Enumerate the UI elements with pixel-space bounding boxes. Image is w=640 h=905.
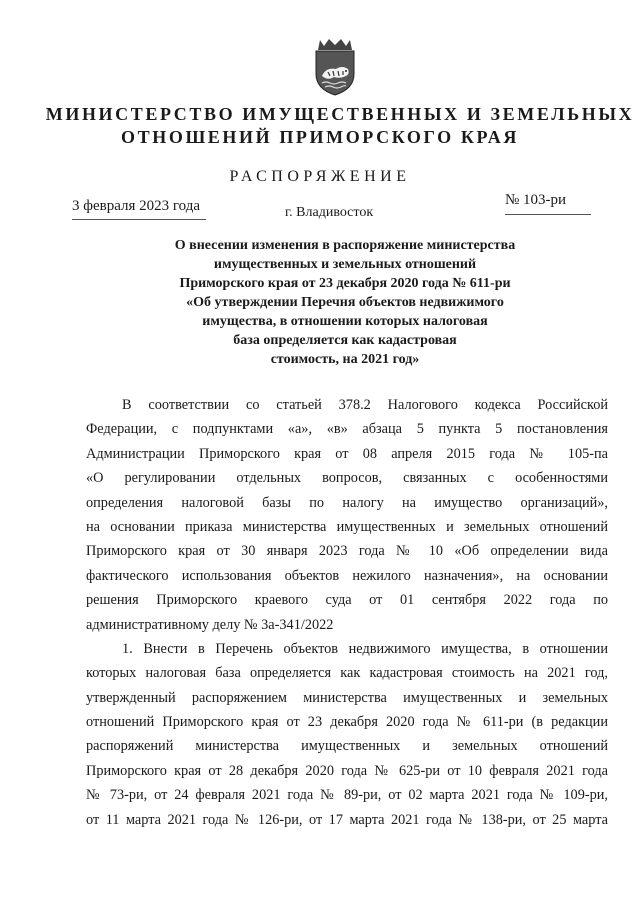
ministry-name-line-1: МИНИСТЕРСТВО ИМУЩЕСТВЕННЫХ И ЗЕМЕЛЬНЫХ [45,104,635,124]
title-line: имущества, в отношении которых налоговая [202,314,488,329]
body-line: Приморского края от 30 января 2023 года № 10 «Об определении вида [86,543,608,560]
document-type: РАСПОРЯЖЕНИЕ [229,168,411,185]
body-line: утвержденный распоряжением министерства имущественных и земельных [86,689,608,706]
body-line: 1. Внести в Перечень объектов недвижимого имущества, в отношении [122,640,608,657]
body-line: фактического использования объектов нежилого назначения», на основании [86,567,608,584]
coat-of-arms-icon [306,36,364,96]
ministry-name-line-2: ОТНОШЕНИЙ ПРИМОРСКОГО КРАЯ [121,127,519,147]
body-line: решения Приморского краевого суда от 01 сентября 2022 года по [86,592,608,609]
body-line: Администрации Приморского края от 08 апреля 2015 года № 105-па [86,445,608,462]
body-line: Приморского края от 28 декабря 2020 года № 625-ри от 10 февраля 2021 года [86,762,608,779]
body-line: административному делу № 3а-341/2022 [86,616,334,633]
title-line: «Об утверждении Перечня объектов недвижимого [186,295,504,310]
body-line: которых налоговая база определяется как кадастровая стоимость на 2021 год, [86,665,608,682]
document-title [150,236,540,369]
document-body [86,393,608,832]
body-line: отношений Приморского края от 23 декабря 2020 года № 611-ри (в редакции [86,714,608,731]
title-line: О внесении изменения в распоряжение министерства [174,238,516,253]
body-line: Федерации, с подпунктами «а», «в» абзаца 5 пункта 5 постановления [86,421,608,438]
title-line: база определяется как кадастровая [233,333,457,348]
document-date: 3 февраля 2023 года [72,198,206,220]
body-line: «О регулировании отдельных вопросов, связанных с особенностями [86,470,608,487]
body-line: В соответствии со статьей 378.2 Налогового кодекса Российской [122,397,608,413]
body-line: от 11 марта 2021 года № 126-ри, от 17 марта 2021 года № 138-ри, от 25 марта [86,811,608,828]
body-line: распоряжений министерства имущественных и земельных отношений [86,738,608,755]
body-line: № 73-ри, от 24 февраля 2021 года № 89-ри, от 02 марта 2021 года № 109-ри, [86,787,608,804]
title-line: имущественных и земельных отношений [213,257,477,272]
title-line: стоимость, на 2021 год» [270,352,420,367]
title-line: Приморского края от 23 декабря 2020 года № 611-ри [179,276,511,291]
body-line: определения налоговой базы по налогу на имущество организаций», [86,494,608,511]
document-number: № 103-ри [505,192,591,215]
body-line: на основании приказа министерства имущественных и земельных отношений [86,518,608,535]
document-city: г. Владивосток [285,205,374,220]
